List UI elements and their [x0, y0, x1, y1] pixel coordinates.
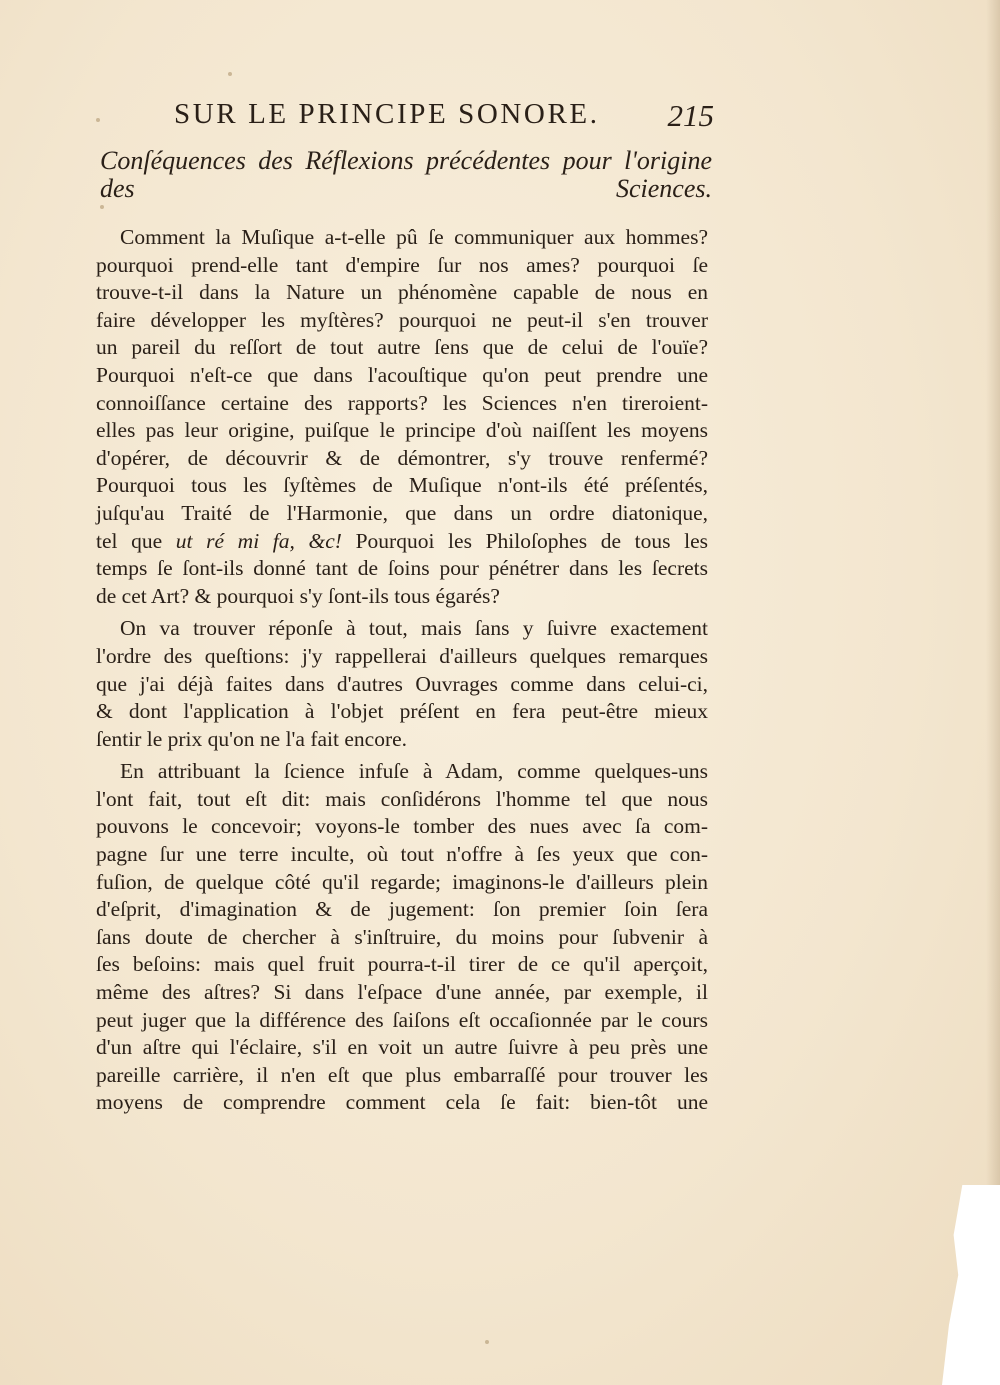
section-title — [100, 143, 712, 203]
text-line: pourquoi prend-elle tant d'empire ſur nos ames? pourquoi ſe — [96, 252, 708, 277]
text-line: l'ont fait, tout eſt dit: mais conſidérons l'homme tel que nous — [96, 786, 708, 811]
text-line: que j'ai déjà faites dans d'autres Ouvrages comme dans celui-ci, — [96, 671, 708, 696]
text-line: pagne ſur une terre inculte, où tout n'offre à ſes yeux que con- — [96, 842, 708, 867]
running-title: SUR LE PRINCIPE SONORE. — [174, 98, 600, 130]
page-header — [174, 98, 714, 142]
text-line: connoiſſance certaine des rapports? les Sciences n'en tireroient- — [96, 390, 708, 415]
text-line: trouve-t-il dans la Nature un phénomène capable de nous en — [96, 280, 708, 305]
paragraph — [96, 758, 708, 1117]
text-line: ſans doute de chercher à s'inſtruire, du moins pour ſubvenir à — [96, 924, 708, 949]
text-line: ſentir le prix qu'on ne l'a fait encore. — [96, 726, 408, 751]
body-text — [96, 224, 708, 1122]
text-line: d'un aſtre qui l'éclaire, s'il en voit un autre ſuivre à peu près une — [96, 1035, 708, 1060]
text-line: faire développer les myſtères? pourquoi ne peut-il s'en trouver — [96, 307, 708, 332]
paper-speck — [100, 205, 104, 209]
text-line: En attribuant la ſcience infuſe à Adam, comme quelques-uns — [120, 759, 708, 784]
text-line-with-italic: tel que ut ré mi fa, &c! Pourquoi les Philoſophes de tous les — [96, 528, 708, 553]
text-line: juſqu'au Traité de l'Harmonie, que dans un ordre diatonique, — [96, 500, 708, 525]
text-line: Pourquoi tous les ſyſtèmes de Muſique n'ont-ils été préſentés, — [96, 473, 708, 498]
text-line: On va trouver réponſe à tout, mais ſans y ſuivre exactement — [120, 616, 708, 641]
text-line: d'opérer, de découvrir & de démontrer, s'y trouve renfermé? — [96, 445, 708, 470]
italic-solfege: ut ré mi fa, &c! — [175, 528, 342, 553]
paper-speck — [96, 118, 100, 122]
section-title-line: des Sciences. — [100, 173, 712, 203]
paragraph — [96, 224, 708, 610]
text-line: & dont l'application à l'objet préſent en fera peut-être mieux — [96, 699, 708, 724]
text-line: ſes beſoins: mais quel fruit pourra-t-il tirer de ce qu'il aperçoit, — [96, 952, 708, 977]
text-line: peut juger que la différence des ſaiſons eſt occaſionnée par le cours — [96, 1007, 708, 1032]
text-line: un pareil du reſſort de tout autre ſens que de celui de l'ouïe? — [96, 335, 708, 360]
torn-corner — [942, 1185, 1000, 1385]
paragraph — [96, 615, 708, 753]
text-line: Comment la Muſique a-t-elle pû ſe communiquer aux hommes? — [120, 225, 708, 249]
text-line: Pourquoi n'eſt-ce que dans l'acouſtique qu'on peut prendre une — [96, 362, 708, 387]
paper-speck — [228, 72, 232, 76]
text-line: elles pas leur origine, puiſque le principe d'où naiſſent les moyens — [96, 418, 708, 443]
text-line: temps ſe ſont-ils donné tant de ſoins pour pénétrer dans les ſecrets — [96, 556, 708, 581]
text-line: pouvons le concevoir; voyons-le tomber des nues avec ſa com- — [96, 814, 708, 839]
text-line: même des aſtres? Si dans l'eſpace d'une année, par exemple, il — [96, 980, 708, 1005]
text-line: d'eſprit, d'imagination & de jugement: ſon premier ſoin ſera — [96, 897, 708, 922]
text-line: de cet Art? & pourquoi s'y ſont-ils tous égarés? — [96, 583, 500, 608]
page-number: 215 — [667, 98, 714, 133]
page-edge-shadow — [986, 0, 1000, 1385]
text-line: moyens de comprendre comment cela ſe fait: bien-tôt une — [96, 1090, 708, 1115]
text-line: pareille carrière, il n'en eſt que plus embarraſſé pour trouver les — [96, 1062, 708, 1087]
text-line: l'ordre des queſtions: j'y rappellerai d'ailleurs quelques remarques — [96, 643, 708, 668]
text-line: fuſion, de quelque côté qu'il regarde; imaginons-le d'ailleurs plein — [96, 869, 708, 894]
section-title-line: Conſéquences des Réflexions précédentes pour l'origine — [100, 146, 712, 175]
paper-speck — [485, 1340, 489, 1344]
